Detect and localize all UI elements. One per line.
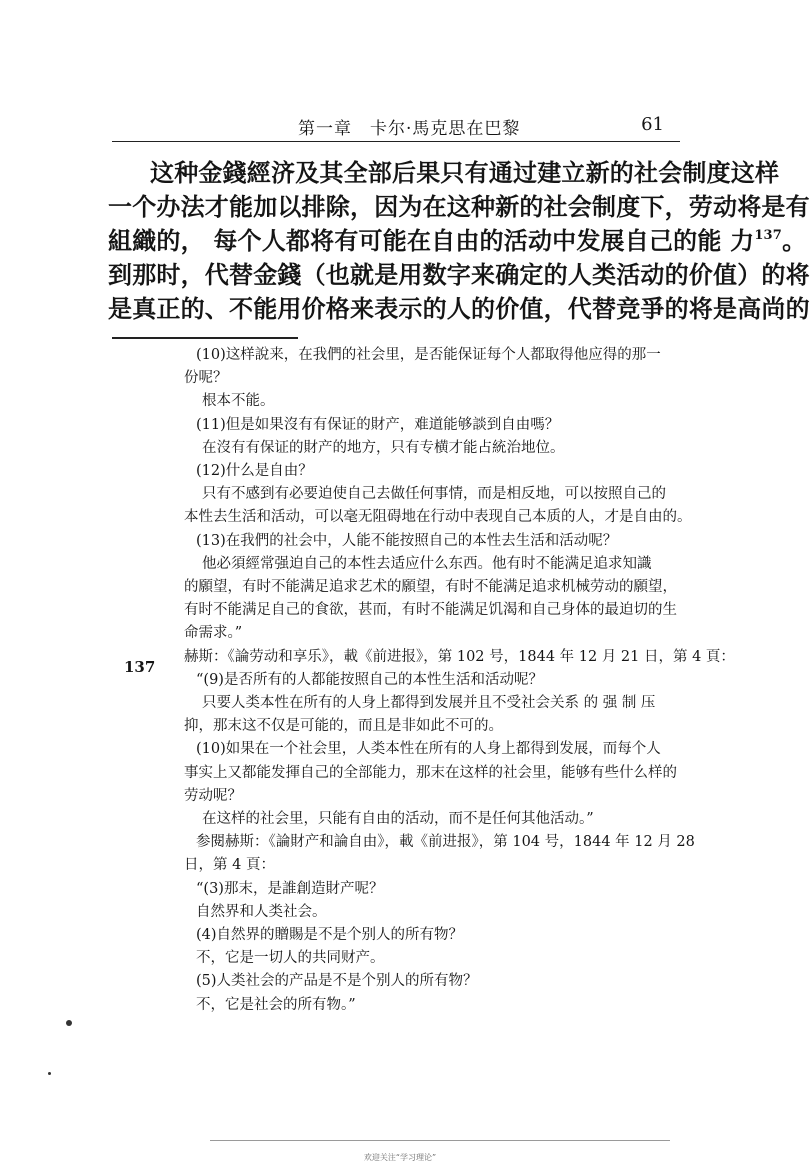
main-line: 一个办法才能加以排除，因为在这种新的社会制度下，劳动将是有 xyxy=(108,192,810,221)
footnote-line: 日，第 4 頁： xyxy=(184,857,275,874)
footnote-separator xyxy=(112,337,298,339)
footnote-line: “(3)那末，是誰創造財产呢？ xyxy=(196,880,384,897)
footnote-line: 在沒有有保证的財产的地方，只有专横才能占統治地位。 xyxy=(202,439,565,456)
footnote-line: 赫斯：《論劳动和享乐》，載《前进报》，第 102 号，1844 年 12 月 21 日，第 4 頁： xyxy=(184,648,735,665)
footnote-line: 只有不感到有必要迫使自己去做任何事情，而是相反地，可以按照自己的 xyxy=(202,486,666,503)
footnote-line: (11)但是如果沒有有保证的財产，难道能够談到自由嗎？ xyxy=(196,416,560,433)
scan-speck xyxy=(66,1020,72,1026)
footnote-line: (10)如果在一个社会里，人类本性在所有的人身上都得到发展，而每个人 xyxy=(196,741,661,758)
footnote-line: 本性去生活和活动，可以毫无阻碍地在行动中表现自己本质的人，才是自由的。 xyxy=(184,509,692,526)
footnote-reference: 137 xyxy=(754,228,783,243)
running-head xyxy=(112,114,682,138)
footnote-line: (5)人类社会的产品是不是个别人的所有物？ xyxy=(196,973,478,990)
footnote-marker: 137 xyxy=(124,658,156,676)
footnote-line: 劳动呢？ xyxy=(184,787,242,804)
footnote-line: 自然界和人类社会。 xyxy=(196,903,327,920)
footnote-line: 他必須經常强迫自己的本性去适应什么东西。他有时不能满足追求知識 xyxy=(202,555,652,572)
scan-bottom-line xyxy=(210,1140,670,1141)
footnote-line: 在这样的社会里，只能有自由的活动，而不是任何其他活动。” xyxy=(202,811,594,828)
main-line-text: 組織的， 每个人都将有可能在自由的活动中发展自己的能 力 xyxy=(108,226,755,255)
footnote-line: 根本不能。 xyxy=(202,393,275,410)
footnote-line: 不，它是一切人的共同财产。 xyxy=(196,950,385,967)
footnote-line: (12)什么是自由？ xyxy=(196,463,313,480)
page-number: 61 xyxy=(641,114,664,135)
footnote-line: 参閱赫斯：《論財产和論自由》，載《前进报》，第 104 号，1844 年 12 月 28 xyxy=(196,834,695,851)
main-line: 到那时，代替金錢（也就是用数字来确定的人类活动的价值）的将 xyxy=(108,260,810,289)
footnote-line: 事实上又都能发揮自己的全部能力，那末在这样的社会里，能够有些什么样的 xyxy=(184,764,677,781)
header-rule xyxy=(112,141,680,142)
footnote-line: 只要人类本性在所有的人身上都得到发展并且不受社会关系 的 强 制 压 xyxy=(202,695,656,712)
footnote-line: (10)这样說来，在我們的社会里，是否能保证每个人都取得他应得的那一 xyxy=(196,347,661,363)
footnote-line: 不，它是社会的所有物。” xyxy=(196,996,356,1013)
running-title: 第一章 卡尔·馬克思在巴黎 xyxy=(298,119,521,139)
main-paragraph xyxy=(108,156,810,326)
main-line xyxy=(108,224,807,258)
footnote-line: 抑，那末这不仅是可能的，而且是非如此不可的。 xyxy=(184,718,503,735)
footnote-line: 的願望，有时不能满足追求艺术的願望，有时不能满足追求机械劳动的願望， xyxy=(184,579,677,596)
footnote-line: 有时不能满足自己的食欲，甚而，有时不能满足饥渴和自己身体的最迫切的生 xyxy=(184,602,677,619)
footnotes xyxy=(184,344,735,1017)
footnote-line: 命需求。” xyxy=(184,625,243,642)
full-stop: 。 xyxy=(782,226,807,255)
footnote-line: “(9)是否所有的人都能按照自己的本性生活和活动呢？ xyxy=(196,671,543,688)
footnote-line: 份呢？ xyxy=(184,370,228,387)
main-line: 是真正的、不能用价格来表示的人的价值，代替竞爭的将是高尚的 xyxy=(108,294,810,323)
main-line: 这种金錢經济及其全部后果只有通过建立新的社会制度这样 xyxy=(150,158,780,187)
footnote-line: (13)在我們的社会中，人能不能按照自己的本性去生活和活动呢？ xyxy=(196,532,618,549)
scan-speck xyxy=(48,1072,51,1075)
footnote-line: (4)自然界的贈賜是不是个别人的所有物？ xyxy=(196,927,464,944)
footer-caption: 欢迎关注“学习理论” xyxy=(363,1153,437,1162)
